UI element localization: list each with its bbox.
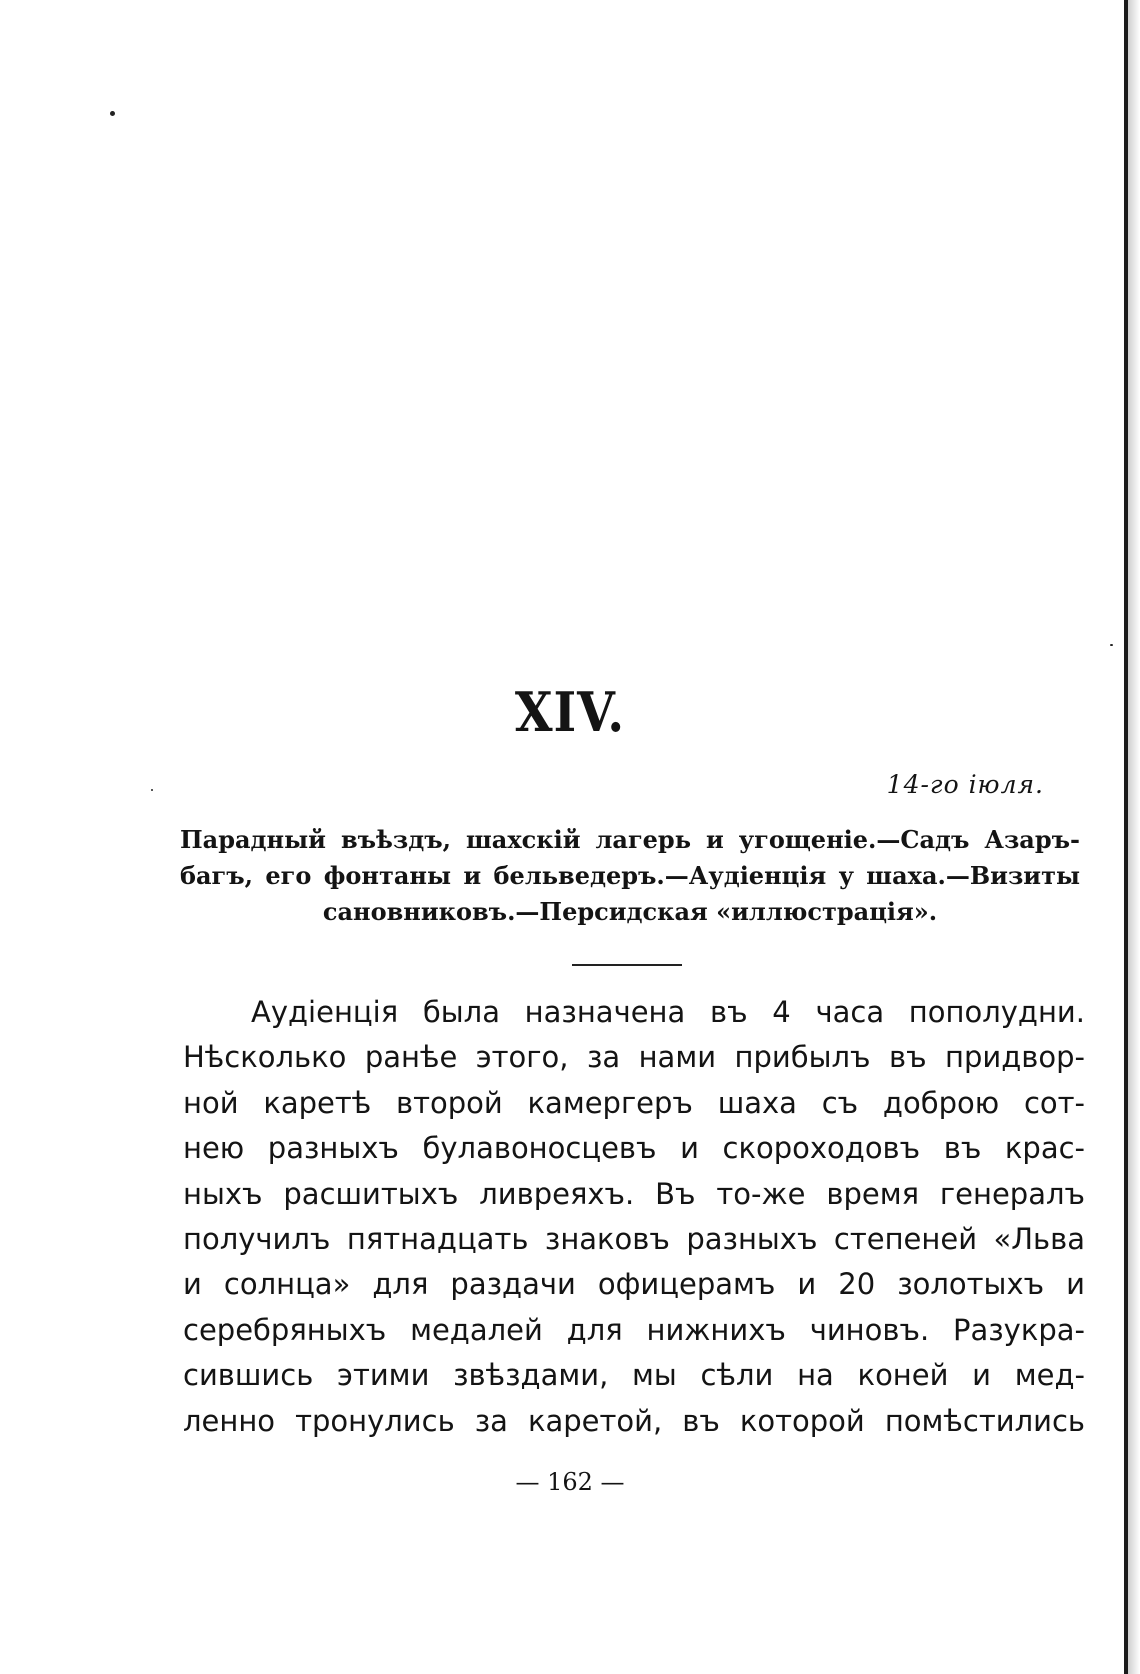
body-line: Нѣсколько ранѣе этого, за нами прибылъ въ придвор- [183,1040,1085,1075]
page-number: — 162 — [515,1468,625,1496]
body-line: Аудіенція была назначена въ 4 часа пополудни. [251,995,1085,1029]
body-line: серебряныхъ медалей для нижнихъ чиновъ. Разукра- [183,1312,1085,1347]
body-text [183,990,1085,1444]
scan-speck [110,111,115,116]
body-line: ной каретѣ второй камергеръ шаха съ доброю сот- [183,1085,1085,1120]
body-line: ныхъ расшитыхъ ливреяхъ. Въ то-же время генералъ [183,1176,1085,1211]
summary-line: багъ, его фонтаны и бельведеръ.—Аудіенція у шаха.—Визиты [180,861,1080,890]
scan-edge-line [1124,0,1128,1674]
body-line: сившись этими звѣздами, мы сѣли на коней и мед- [183,1358,1085,1393]
body-line: нею разныхъ булавоносцевъ и скороходовъ въ крас- [183,1131,1085,1166]
section-divider [572,964,682,966]
body-line: получилъ пятнадцать знаковъ разныхъ степеней «Льва [183,1222,1085,1257]
chapter-summary [180,822,1080,930]
scan-speck [1110,644,1113,646]
body-line: ленно тронулись за каретой, въ которой помѣстились [183,1403,1085,1438]
summary-line: сановниковъ.—Персидская «иллюстрація». [322,897,938,926]
summary-line: Парадный въѣздъ, шахскій лагерь и угощеніе.—Садъ Азаръ- [180,825,1080,854]
scan-speck [151,789,153,791]
body-line: и солнца» для раздачи офицерамъ и 20 золотыхъ и [183,1267,1085,1302]
chapter-number: XIV. [514,680,626,744]
scan-edge-shadow [1128,0,1140,1674]
chapter-date: 14-го іюля. [886,770,1044,799]
